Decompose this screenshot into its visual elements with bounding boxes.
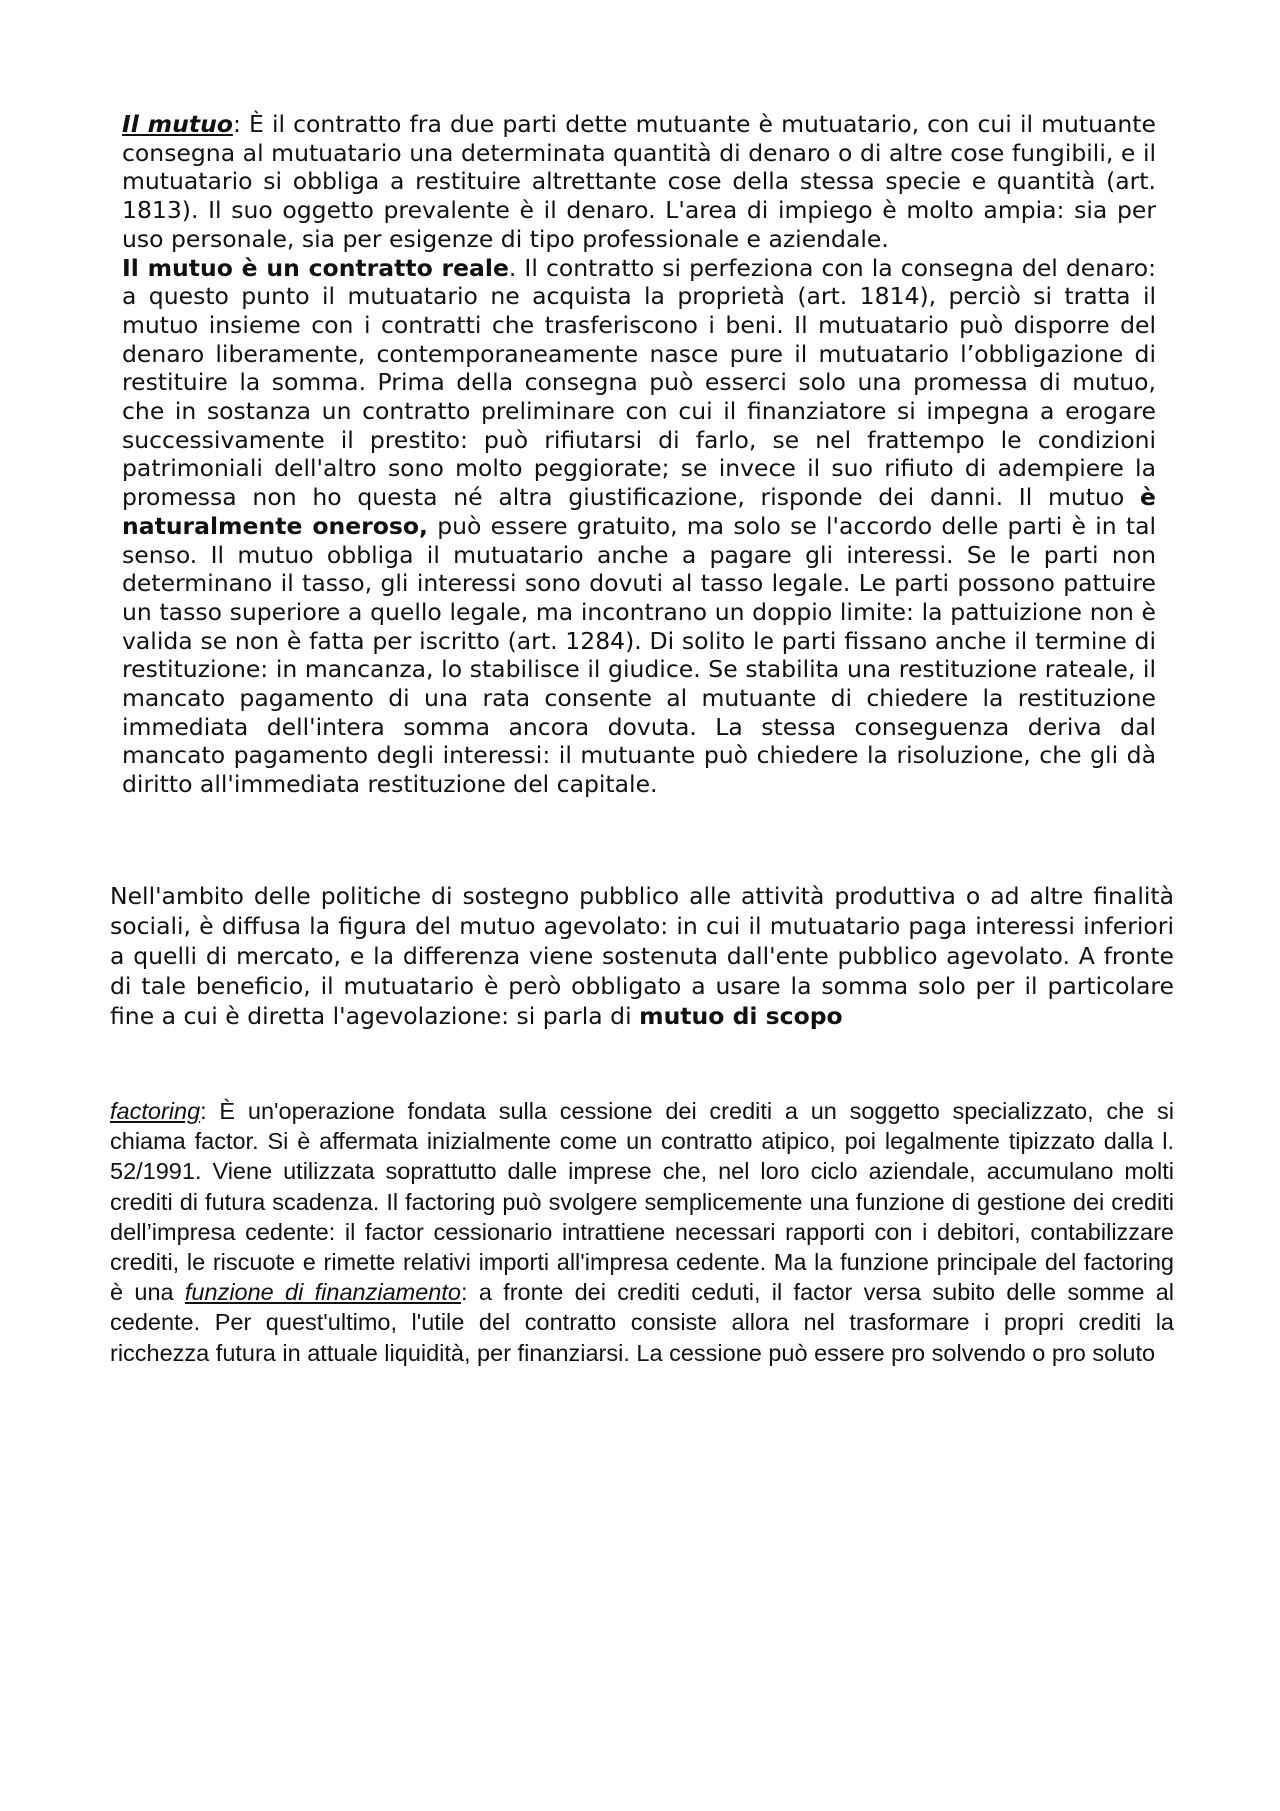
mutuo-agevolato-section xyxy=(110,881,1174,1031)
mutuo-definition-paragraph xyxy=(122,110,1156,254)
factoring-text-1: : È un'operazione fondata sulla cessione dei crediti a un soggetto specializzato, che si chiama factor. Si è affermata inizialmente come un contratto atipico, poi legalmente tipizzato dalla l. 52/1991. Viene utilizzata soprattutto dalle imprese che, nel loro ciclo aziendale, accumulano molti crediti di futura scadenza. Il factoring può svolgere semplicemente una funzione di gestione dei crediti dell’impresa cedente: il factor cessionario intrattiene necessari rapporti con i debitori, contabilizzare crediti, le riscuote e rimette relativi importi all'impresa cedente. Ma la funzione principale del factoring è una xyxy=(110,1098,1174,1306)
funzione-di-finanziamento-term: funzione di finanziamento xyxy=(184,1279,461,1306)
mutuo-oneroso-text: può essere gratuito, ma solo se l'accordo delle parti è in tal senso. Il mutuo obbliga il mutuatario anche a pagare gli interessi. Se le parti non determinano il tasso, gli interessi sono dovuti al tasso legale. Le parti possono pattuire un tasso superiore a quello legale, ma incontrano un doppio limite: la pattuizione non è valida se non è fatta per iscritto (art. 1284). Di solito le parti fissano anche il termine di restituzione: in mancanza, lo stabilisce il giudice. Se stabilita una restituzione rateale, il mancato pagamento di una rata consente al mutuante di chiedere la restituzione immediata dell'intera somma ancora dovuta. La stessa conseguenza deriva dal mancato pagamento degli interessi: il mutuante può chiedere la risoluzione, che gli dà diritto all'immediata restituzione del capitale. xyxy=(122,511,1157,799)
mutuo-intro-text: : È il contratto fra due parti dette mutuante è mutuatario, con cui il mutuante consegna al mutuatario una determinata quantità di denaro o di altre cose fungibili, e il mutuatario si obbliga a restituire altrettante cose della stessa specie e quantità (art. 1813). Il suo oggetto prevalente è il denaro. L'area di impiego è molto ampia: sia per uso personale, sia per esigenze di tipo professionale e aziendale. xyxy=(122,110,1156,253)
mutuo-title: Il mutuo xyxy=(122,110,233,138)
mutuo-reale-heading: Il mutuo è un contratto reale xyxy=(122,253,509,282)
mutuo-reale-paragraph xyxy=(122,254,1156,799)
factoring-section xyxy=(110,1096,1174,1368)
mutuo-section xyxy=(122,110,1156,799)
mutuo-agevolato-text: Nell'ambito delle politiche di sostegno pubblico alle attività produttiva o ad altre finalità sociali, è diffusa la figura del mutuo agevolato: in cui il mutuatario paga interessi inferiori a quelli di mercato, e la differenza viene sostenuta dall'ente pubblico agevolato. A fronte di tale beneficio, il mutuatario è però obbligato a usare la somma solo per il particolare fine a cui è diretta l'agevolazione: si parla di xyxy=(110,882,1174,1030)
mutuo-agevolato-paragraph xyxy=(110,881,1174,1031)
mutuo-reale-text: . Il contratto si perfeziona con la consegna del denaro: a questo punto il mutuatario ne acquista la proprietà (art. 1814), perciò si tratta il mutuo insieme con i contratti che trasferiscono i beni. Il mutuatario può disporre del denaro liberamente, contemporaneamente nasce pure il mutuatario l’obbligazione di restituire la somma. Prima della consegna può esserci solo una promessa di mutuo, che in sostanza un contratto preliminare con cui il finanziatore si impegna a erogare successivamente il prestito: può rifiutarsi di farlo, se nel frattempo le condizioni patrimoniali dell'altro sono molto peggiorate; se invece il suo rifiuto di adempiere la promessa non ho questa né altra giustificazione, risponde dei danni. Il mutuo xyxy=(122,253,1156,512)
mutuo-oneroso-bold: è naturalmente oneroso, xyxy=(122,483,1156,540)
factoring-title: factoring xyxy=(110,1098,201,1124)
mutuo-di-scopo-bold: mutuo di scopo xyxy=(639,1002,843,1030)
factoring-text-2: : a fronte dei crediti ceduti, il factor versa subito delle somme al cedente. Per quest'ultimo, l'utile del contratto consiste allora nel trasformare i propri crediti la ricchezza futura in attuale liquidità, per finanziarsi. La cessione può essere pro solvendo o pro soluto xyxy=(110,1279,1175,1366)
factoring-paragraph xyxy=(110,1096,1174,1368)
